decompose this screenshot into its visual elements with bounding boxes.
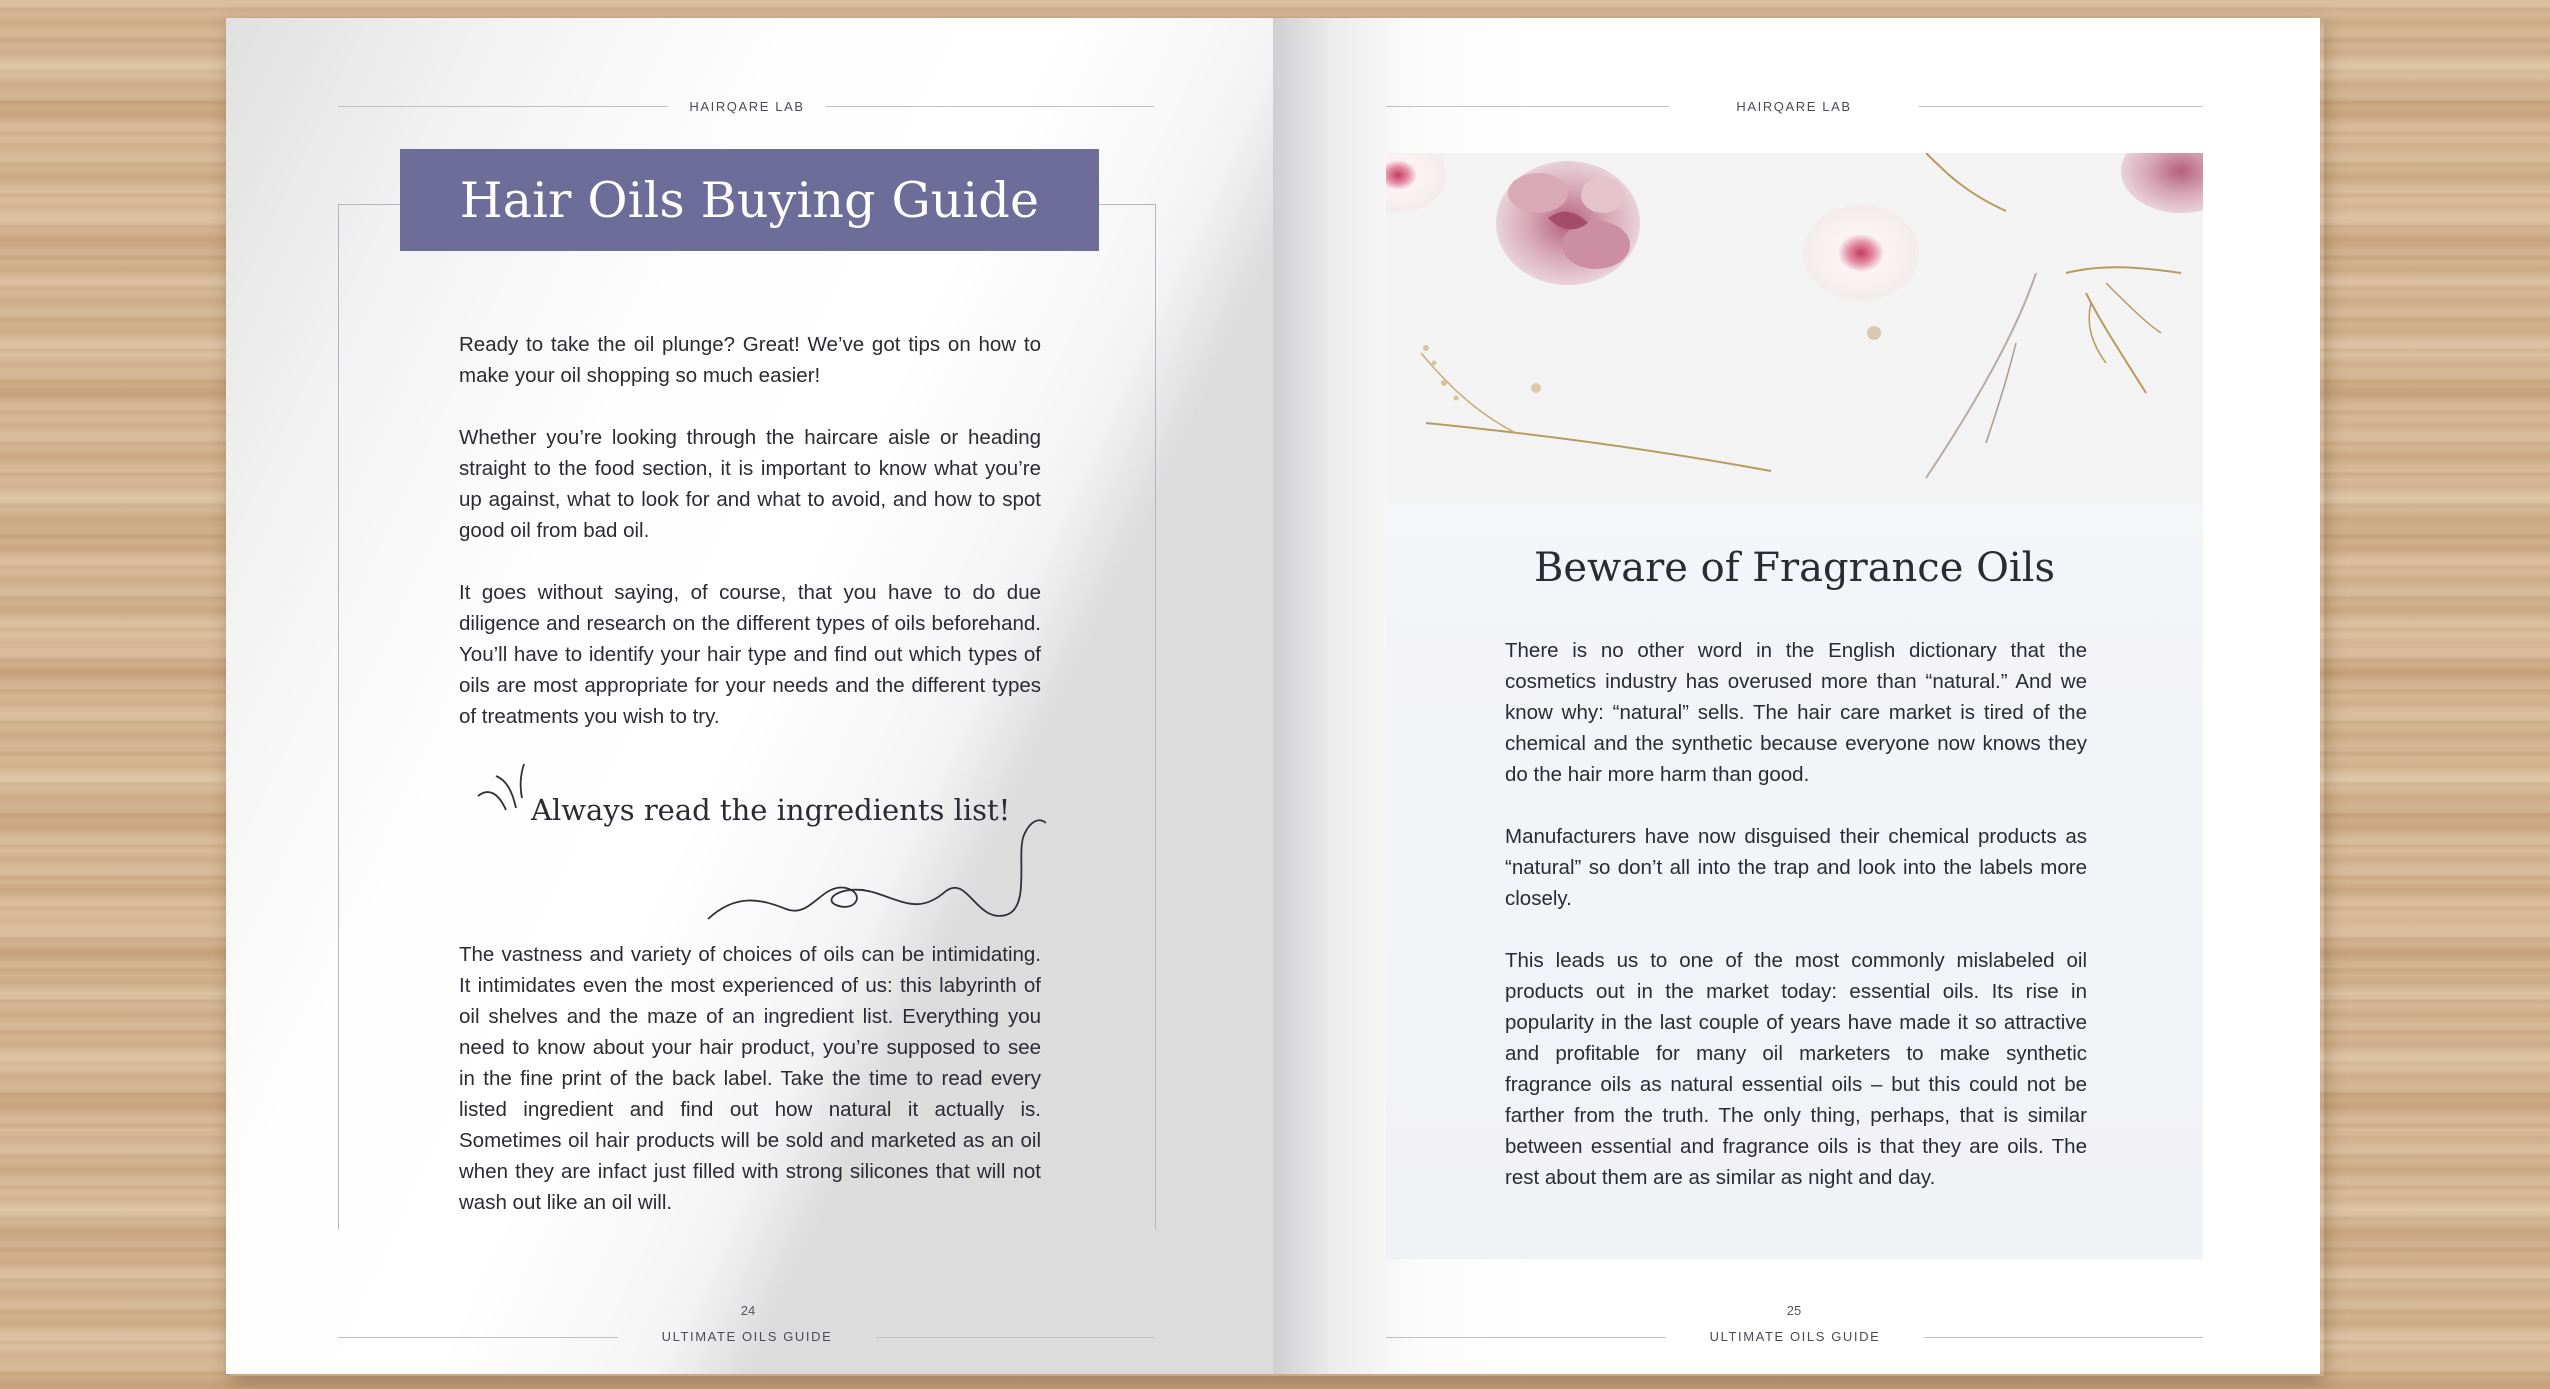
- paragraph: Ready to take the oil plunge? Great! We’ve got tips on how to make your oil shopping so much easier!: [459, 333, 1041, 387]
- title-banner: [400, 149, 1099, 251]
- dried-flowers-photo: [1386, 153, 2203, 503]
- paragraph: Manufacturers have now disguised their chemical products as “natural” so don’t all into the trap and look into the labels more closely.: [1505, 825, 2087, 910]
- swirl-underline-icon: [706, 813, 1046, 928]
- paragraph: There is no other word in the English dictionary that the cosmetics industry has overused more than “natural.” And we know why: “natural” sells. The hair care market is tired of the chemical and the synthetic because everyone now knows they do the hair more harm than good.: [1505, 639, 2087, 786]
- left-header: HAIRQARE LAB: [689, 99, 805, 114]
- page-title: Hair Oils Buying Guide: [459, 171, 1040, 229]
- header-rule-right: [826, 106, 1154, 107]
- intro-text: [459, 329, 1041, 763]
- footer-rule-right: [876, 1337, 1154, 1338]
- right-footer: ULTIMATE OILS GUIDE: [1709, 1329, 1881, 1344]
- paragraph: It goes without saying, of course, that you have to do due diligence and research on the different types of oils beforehand. You’ll have to identify your hair type and find out which types of oils are most appropriate for your needs and the different types of treatments you wish to try.: [459, 581, 1041, 728]
- footer-rule-left: [338, 1337, 618, 1338]
- right-page: [1273, 18, 2320, 1374]
- closing-text: [459, 939, 1041, 1249]
- left-page: [226, 18, 1273, 1374]
- page-number: 24: [740, 1303, 756, 1318]
- left-footer: ULTIMATE OILS GUIDE: [661, 1329, 833, 1344]
- fragrance-text: [1505, 635, 2087, 1224]
- footer-rule-right: [1924, 1337, 2203, 1338]
- header-rule-left: [338, 106, 668, 107]
- right-header: HAIRQARE LAB: [1736, 99, 1852, 114]
- header-rule-right: [1919, 106, 2203, 107]
- footer-rule-left: [1386, 1337, 1666, 1338]
- section-title: Beware of Fragrance Oils: [1533, 545, 2055, 591]
- paragraph: Whether you’re looking through the haircare aisle or heading straight to the food section, it is important to know what you’re up against, what to look for and what to avoid, and how to spot good oil from bad oil.: [459, 426, 1041, 542]
- page-number: 25: [1786, 1303, 1802, 1318]
- paragraph: The vastness and variety of choices of oils can be intimidating. It intimidates even the most experienced of us: this labyrinth of oil shelves and the maze of an ingredient list. Everything you need to know about your hair product, you’re supposed to see in the fine print of the back label. Take the time to read every listed ingredient and find out how natural it actually is. Sometimes oil hair products will be sold and marketed as an oil when they are infact just filled with strong silicones that will not wash out like an oil will.: [459, 943, 1041, 1214]
- paragraph: This leads us to one of the most commonly mislabeled oil products out in the market today: essential oils. Its rise in popularity in the last couple of years have made it so attractive and profitable for many oil marketers to make synthetic fragrance oils as natural essential oils – but this could not be farther from the truth. The only thing, perhaps, that is similar between essential and fragrance oils is that they are oils. The rest about them are as similar as night and day.: [1505, 949, 2087, 1189]
- callout-heading: Always read the ingredients list!: [531, 793, 1011, 827]
- header-rule-left: [1386, 106, 1669, 107]
